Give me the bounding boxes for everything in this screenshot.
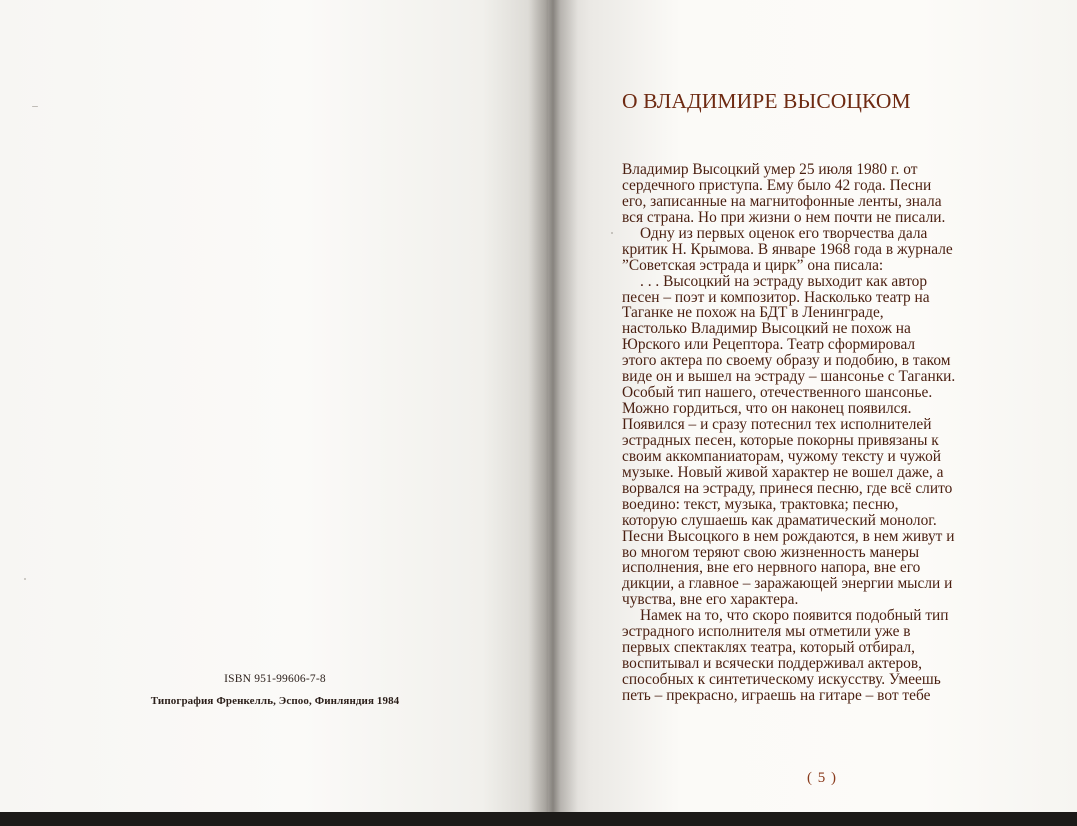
- text-line: настолько Владимир Высоцкий не похож на: [622, 320, 911, 338]
- text-line: . . . Высоцкий на эстраду выходит как автор: [640, 272, 928, 290]
- text-line: Можно гордиться, что он наконец появился.: [622, 400, 912, 418]
- scan-bottom-edge: [0, 812, 1077, 826]
- text-line: способных к синтетическому искусству. Умеешь: [622, 671, 941, 688]
- text-line: Особый тип нашего, отечественного шансонье.: [622, 384, 933, 402]
- text-line: дикции, а главное – заражающей энергии мысли и: [622, 575, 953, 593]
- text-line: его, записанные на магнитофонные ленты, знала: [622, 192, 942, 210]
- text-line: вся страна. Но при жизни о нем почти не писали.: [622, 208, 946, 226]
- imprint-block: [130, 673, 420, 707]
- text-line: эстрадного исполнителя мы отметили уже в: [622, 623, 911, 641]
- text-line: Юрского или Рецептора. Театр сформировал: [622, 336, 916, 354]
- text-line: петь – прекрасно, играешь на гитаре – вот тебе: [622, 686, 931, 704]
- text-line: Таганке не похож на БДТ в Ленинграде,: [622, 304, 884, 322]
- paper-speck: [611, 232, 613, 234]
- text-line: этого актера по своему образу и подобию, в таком: [622, 352, 951, 370]
- text-line: сердечного приступа. Ему было 42 года. Песни: [622, 176, 932, 194]
- text-line: Намек на то, что скоро появится подобный тип: [640, 607, 949, 625]
- text-line: которую слушаешь как драматический монолог.: [622, 511, 937, 529]
- text-line: исполнения, вне его нервного напора, вне его: [622, 559, 921, 577]
- paper-speck: [32, 106, 38, 107]
- text-line: воспитывал и всячески поддерживал актеров,: [622, 655, 922, 673]
- text-line: во многом теряют свою жизненность манеры: [622, 543, 920, 561]
- chapter-title: О ВЛАДИМИРЕ ВЫСОЦКОМ: [622, 89, 911, 113]
- paper-speck: [24, 578, 26, 580]
- text-line: Песни Высоцкого в нем рождаются, в нем живут и: [622, 527, 955, 545]
- isbn-line: ISBN 951-99606-7-8: [224, 673, 326, 685]
- text-line: ворвался на эстраду, принеся песню, где всё слито: [622, 479, 953, 497]
- text-line: своим аккомпаниаторам, чужому тексту и чужой: [622, 447, 942, 465]
- text-line: Владимир Высоцкий умер 25 июля 1980 г. от: [622, 161, 918, 178]
- text-line: воедино: текст, музыка, трактовка; песню,: [622, 495, 899, 513]
- text-line: первых спектаклях театра, который отбирал,: [622, 639, 915, 657]
- book-gutter: [528, 0, 578, 818]
- body-text: [622, 162, 992, 704]
- page-number: ( 5 ): [807, 770, 837, 786]
- text-line: эстрадных песен, которые покорны привязаны к: [622, 431, 939, 449]
- text-line: музыке. Новый живой характер не вошел даже, а: [622, 463, 944, 481]
- text-line: виде он и вышел на эстраду – шансонье с Таганки.: [622, 368, 956, 386]
- text-line: Одну из первых оценок его творчества дала: [640, 224, 928, 242]
- text-line: ”Советская эстрада и цирк” она писала:: [622, 256, 884, 274]
- printer-line: Типография Френкелль, Эспоо, Финляндия 1984: [150, 695, 400, 707]
- text-line: песен – поэт и композитор. Насколько театр на: [622, 288, 930, 306]
- text-line: чувства, вне его характера.: [622, 591, 799, 609]
- text-line: Появился – и сразу потеснил тех исполнителей: [622, 416, 932, 433]
- text-line: критик Н. Крымова. В январе 1968 года в журнале: [622, 240, 953, 258]
